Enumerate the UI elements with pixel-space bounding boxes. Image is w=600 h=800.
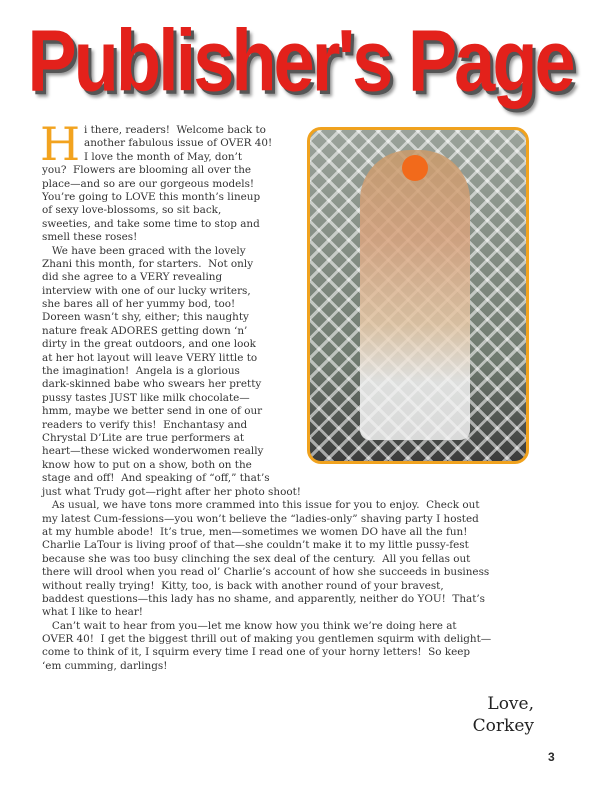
text-line: You’re going to LOVE this month’s lineup	[42, 190, 261, 203]
text-line: what I like to hear!	[42, 606, 143, 619]
text-line: We have been graced with the lovely	[42, 244, 246, 257]
text-line: you? Flowers are blooming all over the	[42, 164, 252, 177]
text-line: smell these roses!	[42, 231, 138, 244]
text-line: nature freak ADORES getting down ‘n’	[42, 324, 248, 337]
column-text	[42, 164, 270, 485]
text-line: As usual, we have tons more crammed into this issue for you to enjoy. Check out	[42, 499, 480, 512]
text-line: stage and off! And speaking of “off,” that’s	[42, 472, 270, 485]
text-line: she bares all of her yummy bod, too!	[42, 298, 236, 311]
text-line: at her hot layout will leave VERY little to	[42, 351, 258, 364]
text-line: know how to put on a show, both on the	[42, 458, 252, 471]
page-number: 3	[548, 750, 555, 764]
text-line: OVER 40! I get the biggest thrill out of making you gentlemen squirm with delight—	[42, 633, 492, 646]
text-line: heart—these wicked wonderwomen really	[42, 445, 264, 458]
text-line: pussy tastes JUST like milk chocolate—	[42, 391, 250, 404]
photo-figure	[360, 150, 470, 440]
text-line: baddest questions—this lady has no shame, and apparently, neither do YOU! That’s	[42, 592, 486, 605]
full-width-text	[42, 486, 491, 673]
drop-cap: H	[40, 117, 81, 171]
model-photo	[307, 127, 529, 464]
text-line: place—and so are our gorgeous models!	[42, 177, 255, 190]
text-line: come to think of it, I squirm every time I read one of your horny letters! So keep	[42, 646, 471, 659]
text-line: another fabulous issue of OVER 40!	[84, 137, 273, 150]
text-line: Can’t wait to hear from you—let me know how you think we’re doing here at	[42, 619, 457, 632]
page-title: Publisher's Page	[27, 11, 573, 110]
text-line: readers to verify this! Enchantasy and	[42, 418, 248, 431]
text-line: Chrystal D’Lite are true performers at	[42, 432, 245, 444]
text-line: Zhani this month, for starters. Not only	[42, 257, 254, 270]
intro-lines	[84, 124, 272, 164]
text-line: because she was too busy clinching the sex deal of the century. All you fellas out	[42, 552, 471, 565]
text-line: i there, readers! Welcome back to	[84, 124, 266, 136]
text-line: of sexy love-blossoms, so sit back,	[42, 204, 222, 217]
text-line: dark-skinned babe who swears her pretty	[42, 378, 262, 391]
text-line: ‘em cumming, darlings!	[42, 659, 168, 672]
text-line: I love the month of May, don’t	[84, 150, 243, 163]
signature: Corkey	[472, 716, 534, 736]
text-line: just what Trudy got—right after her photo shoot!	[42, 485, 301, 498]
text-line: Charlie LaTour is living proof of that—she couldn’t make it to my little pussy-fest	[42, 539, 469, 552]
text-line: interview with one of our lucky writers,	[42, 284, 251, 297]
text-line: without really trying! Kitty, too, is back with another round of your bravest,	[42, 579, 444, 592]
text-line: my latest Cum-fessions—you won’t believe the “ladies-only” shaving party I hosted	[42, 512, 479, 525]
text-line: hmm, maybe we better send in one of our	[42, 405, 263, 418]
text-line: at my humble abode! It’s true, men—sometimes we women DO have all the fun!	[42, 525, 468, 538]
signoff: Love,	[487, 694, 534, 714]
text-line: sweeties, and take some time to stop and	[42, 217, 260, 230]
text-line: Doreen wasn’t shy, either; this naughty	[42, 311, 249, 324]
text-line: did she agree to a VERY revealing	[42, 271, 223, 284]
text-line: the imagination! Angela is a glorious	[42, 365, 240, 378]
text-line: there will drool when you read ol’ Charlie’s account of how she succeeds in business	[42, 566, 490, 579]
text-line: dirty in the great outdoors, and one look	[42, 338, 256, 351]
flower-hair-accessory	[402, 155, 428, 181]
